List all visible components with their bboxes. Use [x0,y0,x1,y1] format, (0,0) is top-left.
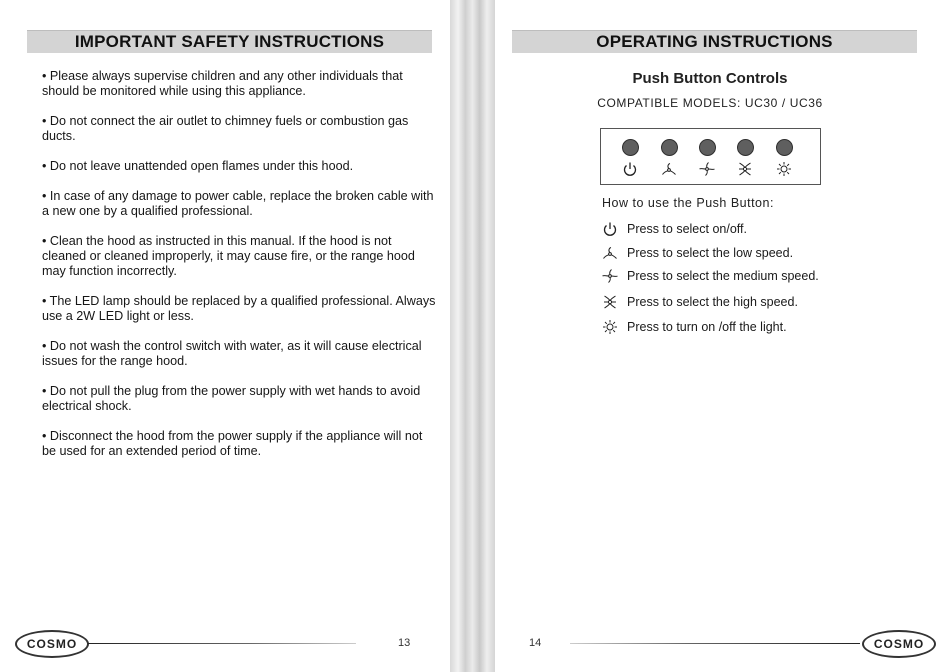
safety-bullet: • In case of any damage to power cable, replace the broken cable with a new one by a qualified professional. [42,189,434,218]
safety-bullet: • Do not pull the plug from the power supply with wet hands to avoid electrical shock. [42,384,421,413]
safety-bullet: • Clean the hood as instructed in this manual. If the hood is not cleaned or cleaned improperly, it may cause fire, or the range hood may function incorrectly. [42,234,415,278]
fan-high-icon [735,161,755,177]
push-button-title: Push Button Controls [632,70,788,87]
safety-bullet-list [42,69,437,474]
safety-bullet: • The LED lamp should be replaced by a qualified professional. Always use a 2W LED light or less. [42,294,436,323]
safety-bullet: • Do not wash the control switch with water, as it will cause electrical issues for the range hood. [42,339,422,368]
push-button [737,139,754,156]
safety-bullet: • Do not connect the air outlet to chimney fuels or combustion gas ducts. [42,114,409,143]
safety-bullet: • Please always supervise children and any other individuals that should be monitored while using this appliance. [42,69,403,98]
light-icon [600,319,620,335]
safety-bullet: • Disconnect the hood from the power supply if the appliance will not be used for an extended period of time. [42,429,423,458]
fan-medium-icon [697,161,717,177]
instruction-text: Press to select the low speed. [627,246,794,260]
push-button [699,139,716,156]
instruction-text: Press to turn on /off the light. [627,320,787,334]
light-icon [774,161,794,177]
power-icon [620,161,640,177]
fan-medium-icon [600,268,620,284]
fan-low-icon [600,245,620,261]
fan-high-icon [600,294,620,310]
power-icon [600,221,620,237]
footer-rule [570,643,860,644]
compatible-models: COMPATIBLE MODELS: UC30 / UC36 [597,96,823,110]
instruction-row-low [600,243,793,263]
push-button [661,139,678,156]
push-button [622,139,639,156]
cosmo-logo: COSMO [15,630,89,658]
howto-heading: How to use the Push Button: [602,196,774,210]
instruction-text: Press to select the medium speed. [627,269,819,283]
left-page [0,0,450,672]
instruction-row-high [600,292,798,312]
book-spine [450,0,495,672]
safety-bullet: • Do not leave unattended open flames under this hood. [42,159,354,173]
instruction-text: Press to select on/off. [627,222,747,236]
push-button [776,139,793,156]
cosmo-logo: COSMO [862,630,936,658]
page-number: 13 [398,637,411,649]
safety-header: IMPORTANT SAFETY INSTRUCTIONS [27,30,432,53]
operating-header: OPERATING INSTRUCTIONS [512,30,917,53]
instruction-text: Press to select the high speed. [627,295,798,309]
page-number: 14 [529,637,542,649]
right-page [495,0,950,672]
instruction-row-power [600,219,747,239]
control-panel [600,128,821,185]
instruction-row-light [600,317,787,337]
fan-low-icon [659,161,679,177]
footer-rule [88,643,356,644]
instruction-row-medium [600,266,819,286]
